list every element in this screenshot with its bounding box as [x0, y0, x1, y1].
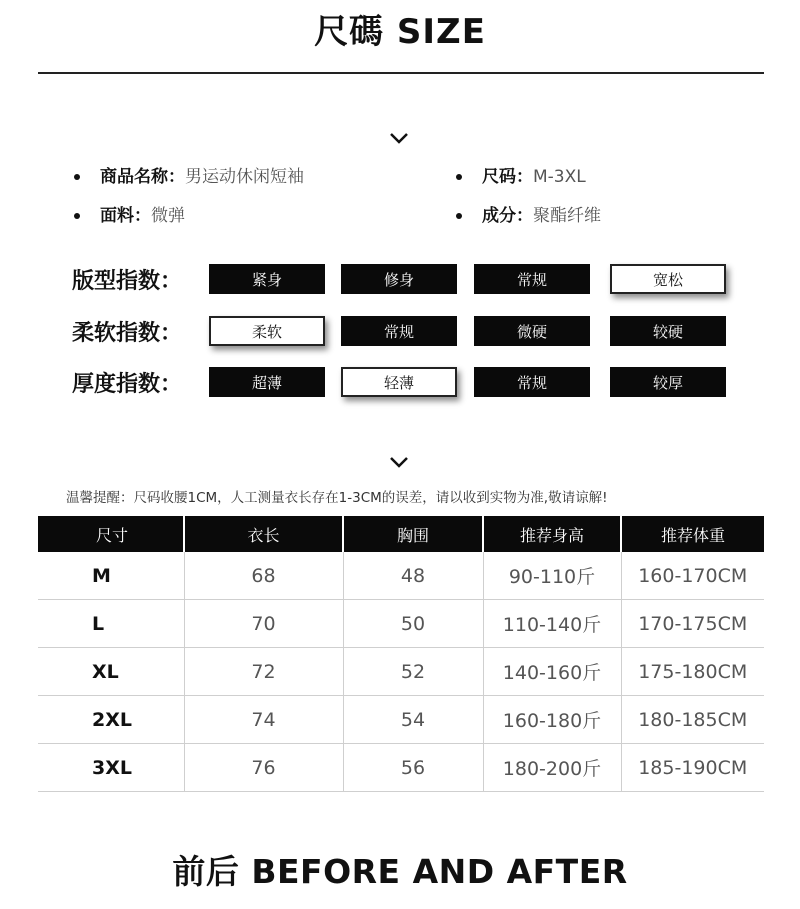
thickness-option-ultra-thin: 超薄 — [209, 367, 325, 397]
size-notice: 温馨提醒：尺码收腰1CM，人工测量衣长存在1-3CM的误差，请以收到实物为准,敬请谅解! — [66, 490, 608, 506]
fit-option-loose: 宽松 — [610, 264, 726, 294]
softness-option-soft: 柔软 — [209, 316, 325, 346]
cell-weight: 170-175CM — [621, 600, 764, 648]
thickness-option-thick: 较厚 — [610, 367, 726, 397]
cell-length: 74 — [184, 696, 343, 744]
info-composition: 成分：聚酯纤维 — [456, 201, 601, 226]
header-chest: 胸围 — [343, 516, 483, 552]
cell-length: 72 — [184, 648, 343, 696]
fit-option-regular: 常规 — [474, 264, 590, 294]
info-fabric: 面料：微弹 — [74, 201, 185, 226]
bullet-icon — [74, 213, 80, 219]
fit-option-slim: 紧身 — [209, 264, 325, 294]
cell-chest: 52 — [343, 648, 483, 696]
info-product-name: 商品名称：男运动休闲短袖 — [74, 162, 304, 187]
cell-length: 76 — [184, 744, 343, 792]
softness-option-regular: 常规 — [341, 316, 457, 346]
cell-weight: 180-185CM — [621, 696, 764, 744]
cell-size: 2XL — [38, 696, 184, 744]
cell-height: 90-110斤 — [483, 552, 621, 600]
cell-weight: 185-190CM — [621, 744, 764, 792]
cell-height: 180-200斤 — [483, 744, 621, 792]
table-row — [38, 744, 764, 792]
table-row — [38, 600, 764, 648]
section-title-before-after: 前后 BEFORE AND AFTER — [172, 852, 628, 891]
cell-chest: 54 — [343, 696, 483, 744]
cell-length: 68 — [184, 552, 343, 600]
header-height: 推荐身高 — [483, 516, 621, 552]
table-row — [38, 648, 764, 696]
bullet-icon — [456, 174, 462, 180]
bullet-icon — [74, 174, 80, 180]
chevron-down-icon — [388, 454, 410, 470]
header-length: 衣长 — [184, 516, 343, 552]
cell-length: 70 — [184, 600, 343, 648]
table-row — [38, 696, 764, 744]
info-size: 尺码：M-3XL — [456, 162, 586, 187]
title-divider — [38, 72, 764, 74]
chevron-down-icon — [388, 130, 410, 146]
cell-height: 140-160斤 — [483, 648, 621, 696]
softness-index-label: 柔软指数： — [72, 321, 183, 346]
softness-option-slightly-firm: 微硬 — [474, 316, 590, 346]
cell-chest: 50 — [343, 600, 483, 648]
thickness-index-label: 厚度指数： — [72, 372, 183, 397]
thickness-option-thin: 轻薄 — [341, 367, 457, 397]
fit-index-label: 版型指数： — [72, 269, 183, 294]
size-table — [38, 516, 764, 792]
cell-size: 3XL — [38, 744, 184, 792]
header-weight: 推荐体重 — [621, 516, 764, 552]
cell-weight: 175-180CM — [621, 648, 764, 696]
fit-option-tailored: 修身 — [341, 264, 457, 294]
cell-size: XL — [38, 648, 184, 696]
cell-size: M — [38, 552, 184, 600]
table-row — [38, 552, 764, 600]
cell-height: 110-140斤 — [483, 600, 621, 648]
header-size: 尺寸 — [38, 516, 184, 552]
cell-weight: 160-170CM — [621, 552, 764, 600]
bullet-icon — [456, 213, 462, 219]
table-header-row — [38, 516, 764, 552]
page-title: 尺碼 SIZE — [314, 12, 486, 52]
thickness-option-regular: 常规 — [474, 367, 590, 397]
cell-size: L — [38, 600, 184, 648]
cell-chest: 48 — [343, 552, 483, 600]
cell-chest: 56 — [343, 744, 483, 792]
softness-option-firm: 较硬 — [610, 316, 726, 346]
cell-height: 160-180斤 — [483, 696, 621, 744]
